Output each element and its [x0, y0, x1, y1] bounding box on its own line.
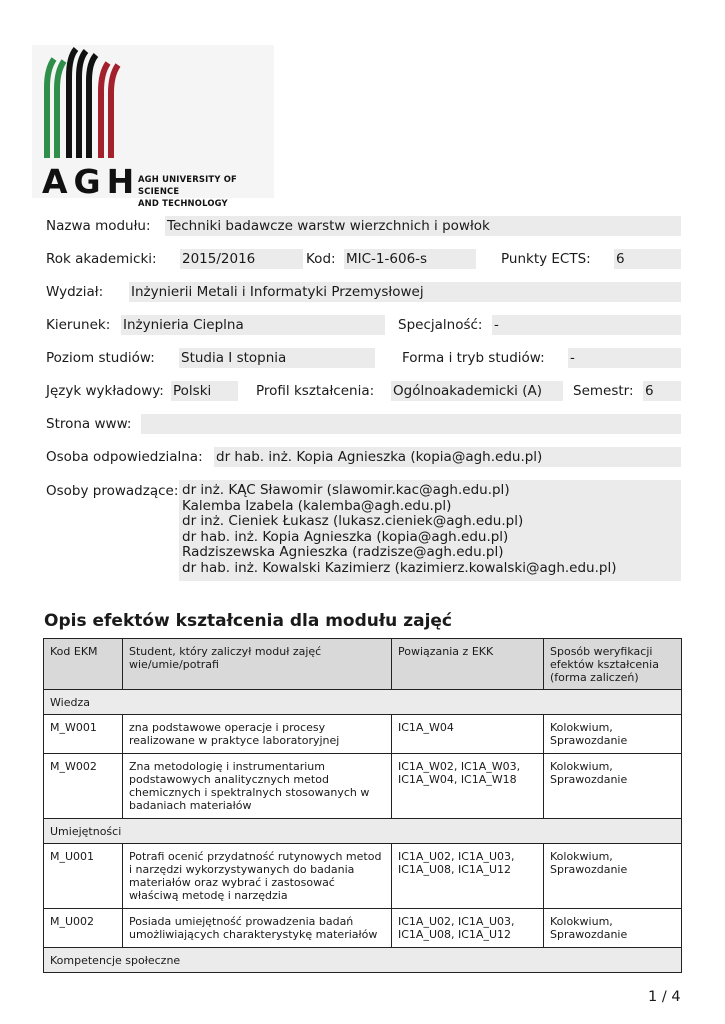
table-row	[44, 844, 682, 909]
header-ekk: Powiązania z EKK	[392, 639, 544, 690]
wydzial-label: Wydział:	[46, 284, 104, 300]
prowadzacy-item: Radziszewska Agnieszka (radzisze@agh.edu.pl)	[182, 544, 504, 561]
kod-label: Kod:	[306, 251, 336, 267]
kierunek-value: Inżynieria Cieplna	[121, 315, 385, 335]
profil-value: Ogólnoakademicki (A)	[391, 381, 563, 401]
table-row	[44, 715, 682, 754]
cell-kod: M_U002	[44, 909, 123, 948]
poziom-value: Studia I stopnia	[179, 348, 375, 368]
jezyk-value: Polski	[171, 381, 238, 401]
table-header-row	[44, 639, 682, 690]
efekty-table	[43, 638, 682, 973]
cell-ekk: IC1A_U02, IC1A_U03, IC1A_U08, IC1A_U12	[392, 909, 544, 948]
agh-logo	[32, 45, 274, 208]
www-value	[141, 414, 681, 434]
specjalnosc-value: -	[492, 315, 681, 335]
ects-label: Punkty ECTS:	[501, 251, 591, 267]
poziom-label: Poziom studiów:	[46, 350, 155, 366]
prowadzacy-item: dr inż. Cieniek Łukasz (lukasz.cieniek@agh.edu.pl)	[182, 513, 524, 530]
cell-opis: Zna metodologię i instrumentarium podstawowych analitycznych metod chemicznych i spektralnych stosowanych w badaniach materiałów	[123, 754, 392, 819]
cell-opis: Potrafi ocenić przydatność rutynowych metod i narzędzi wykorzystywanych do badania materiałów oraz wybrać i zastosować właściwą metodę i narzędzia	[123, 844, 392, 909]
profil-label: Profil kształcenia:	[256, 383, 375, 399]
cell-kod: M_U001	[44, 844, 123, 909]
prowadzacy-label: Osoby prowadzące:	[46, 483, 179, 499]
logo-stripe-black-2	[79, 51, 86, 158]
agh-university-name	[138, 173, 274, 209]
ects-value: 6	[614, 249, 681, 269]
agh-name-line2: AND TECHNOLOGY	[138, 198, 228, 208]
logo-stripe-green-2	[57, 61, 64, 158]
prowadzacy-list	[179, 480, 681, 581]
section-row-wiedza	[44, 690, 682, 715]
jezyk-label: Język wykładowy:	[46, 383, 164, 399]
www-label: Strona www:	[46, 416, 132, 432]
header-weryfikacja: Sposób weryfikacji efektów kształcenia (forma zaliczeń)	[544, 639, 682, 690]
nazwa-label: Nazwa modułu:	[46, 218, 151, 234]
semestr-label: Semestr:	[573, 383, 634, 399]
cell-weryfikacja: Kolokwium, Sprawozdanie	[544, 844, 682, 909]
section-title: Opis efektów kształcenia dla modułu zajęć	[44, 611, 453, 631]
cell-opis: zna podstawowe operacje i procesy realizowane w praktyce laboratoryjnej	[123, 715, 392, 754]
forma-label: Forma i tryb studiów:	[402, 350, 545, 366]
cell-weryfikacja: Kolokwium, Sprawozdanie	[544, 715, 682, 754]
cell-opis: Posiada umiejętność prowadzenia badań umożliwiających charakterystykę materiałów	[123, 909, 392, 948]
logo-stripe-green-1	[47, 59, 54, 158]
logo-stripe-black-3	[89, 55, 96, 158]
prowadzacy-item: dr inż. KĄC Sławomir (slawomir.kac@agh.edu.pl)	[182, 482, 510, 498]
agh-logo-mark	[42, 47, 122, 159]
agh-name-line1: AGH UNIVERSITY OF SCIENCE	[138, 174, 237, 196]
prowadzacy-item: dr hab. inż. Kopia Agnieszka (kopia@agh.edu.pl)	[182, 528, 509, 545]
cell-weryfikacja: Kolokwium, Sprawozdanie	[544, 754, 682, 819]
section-row-umiejetnosci	[44, 819, 682, 844]
cell-ekk: IC1A_W02, IC1A_W03, IC1A_W04, IC1A_W18	[392, 754, 544, 819]
rok-label: Rok akademicki:	[46, 251, 157, 267]
cell-kod: M_W001	[44, 715, 123, 754]
kod-value: MIC-1-606-s	[344, 249, 476, 269]
wydzial-value: Inżynierii Metali i Informatyki Przemysłowej	[129, 282, 681, 302]
section-row-kompetencje	[44, 948, 682, 973]
section-label: Kompetencje społeczne	[44, 948, 682, 973]
cell-kod: M_W002	[44, 754, 123, 819]
page-number: 1 / 4	[648, 989, 681, 1005]
agh-letters: AGH	[42, 162, 141, 201]
header-kod: Kod EKM	[44, 639, 123, 690]
logo-stripe-red-1	[101, 63, 108, 158]
cell-ekk: IC1A_W04	[392, 715, 544, 754]
specjalnosc-label: Specjalność:	[398, 317, 483, 333]
section-label: Umiejętności	[44, 819, 682, 844]
cell-ekk: IC1A_U02, IC1A_U03, IC1A_U08, IC1A_U12	[392, 844, 544, 909]
table-row	[44, 754, 682, 819]
header-opis: Student, który zaliczył moduł zajęć wie/umie/potrafi	[123, 639, 392, 690]
prowadzacy-item: dr hab. inż. Kowalski Kazimierz (kazimierz.kowalski@agh.edu.pl)	[182, 559, 617, 576]
table-row	[44, 909, 682, 948]
semestr-value: 6	[643, 381, 681, 401]
osoba-label: Osoba odpowiedzialna:	[46, 449, 203, 465]
prowadzacy-item: Kalemba Izabela (kalemba@agh.edu.pl)	[182, 497, 452, 514]
logo-stripe-red-2	[111, 65, 118, 158]
cell-weryfikacja: Kolokwium, Sprawozdanie	[544, 909, 682, 948]
nazwa-value: Techniki badawcze warstw wierzchnich i powłok	[165, 216, 681, 236]
rok-value: 2015/2016	[180, 249, 303, 269]
osoba-value: dr hab. inż. Kopia Agnieszka (kopia@agh.edu.pl)	[214, 447, 681, 467]
forma-value: -	[568, 348, 681, 368]
section-label: Wiedza	[44, 690, 682, 715]
kierunek-label: Kierunek:	[46, 317, 111, 333]
logo-stripe-black-1	[69, 49, 76, 158]
